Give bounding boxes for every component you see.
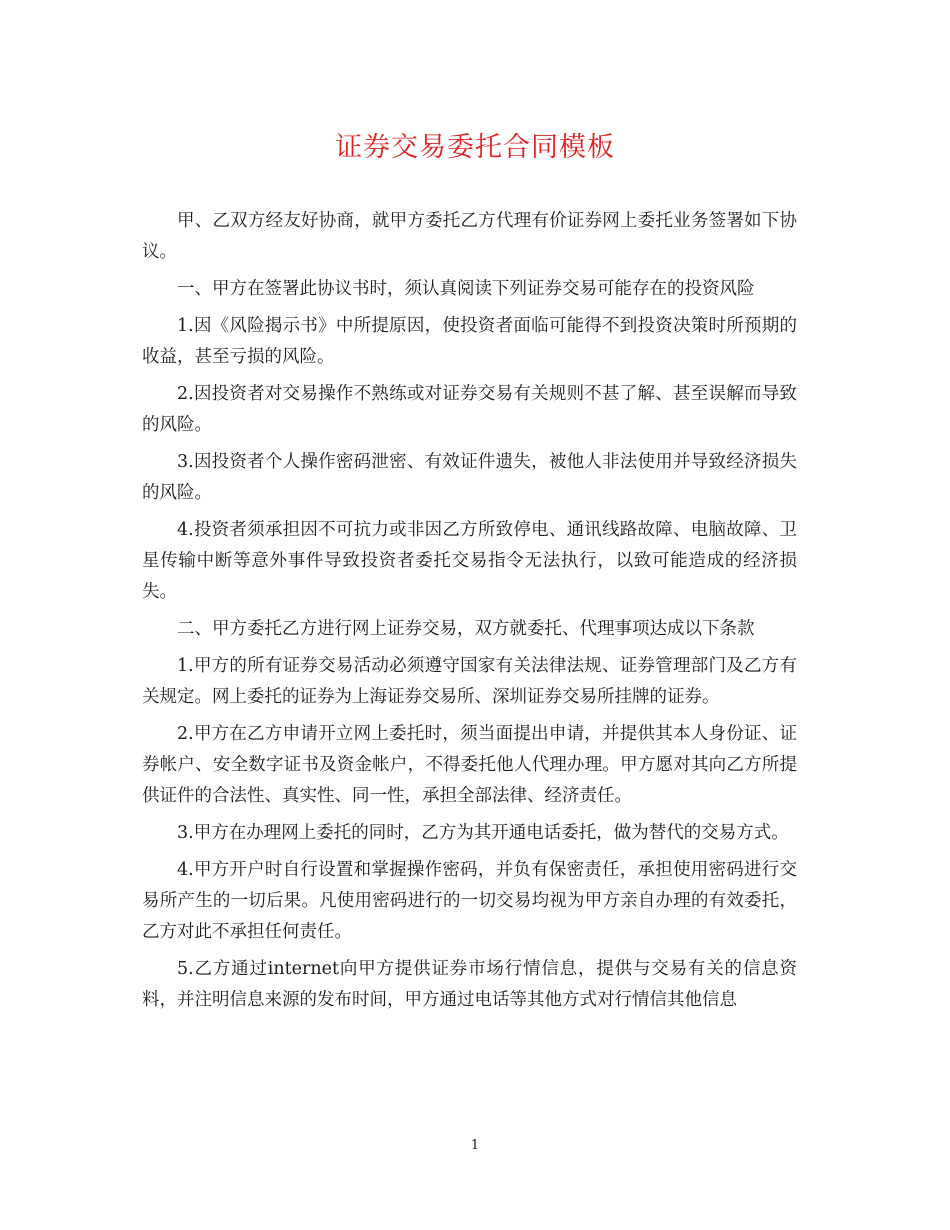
document-body — [142, 206, 797, 1022]
paragraph-term-2: 2.甲方在乙方申请开立网上委托时，须当面提出申请，并提供其本人身份证、证券帐户、安全数字证书及资金帐户，不得委托他人代理办理。甲方愿对其向乙方所提供证件的合法性、真实性、同一性，承担全部法律、经济责任。 — [142, 724, 797, 806]
paragraph-risk-1: 1.因《风险揭示书》中所提原因，使投资者面临可能得不到投资决策时所预期的收益，甚至亏损的风险。 — [142, 316, 797, 367]
paragraph-section-1-heading: 一、甲方在签署此协议书时，须认真阅读下列证券交易可能存在的投资风险 — [177, 279, 755, 299]
document-title: 证券交易委托合同模板 — [335, 132, 615, 163]
paragraph-risk-4: 4.投资者须承担因不可抗力或非因乙方所致停电、通讯线路故障、电脑故障、卫星传输中断等意外事件导致投资者委托交易指令无法执行，以致可能造成的经济损失。 — [142, 520, 797, 602]
paragraph-section-2-heading: 二、甲方委托乙方进行网上证券交易，双方就委托、代理事项达成以下条款 — [177, 619, 755, 639]
page-number: 1 — [470, 1138, 480, 1153]
paragraph-risk-3: 3.因投资者个人操作密码泄密、有效证件遗失，被他人非法使用并导致经济损失的风险。 — [142, 452, 797, 503]
paragraph-term-5: 5.乙方通过internet向甲方提供证券市场行情信息，提供与交易有关的信息资料，并注明信息来源的发布时间，甲方通过电话等其他方式对行情信其他信息 — [142, 959, 797, 1010]
paragraph-intro: 甲、乙双方经友好协商，就甲方委托乙方代理有价证券网上委托业务签署如下协议。 — [142, 211, 797, 262]
paragraph-term-4: 4.甲方开户时自行设置和掌握操作密码，并负有保密责任，承担使用密码进行交易所产生的一切后果。凡使用密码进行的一切交易均视为甲方亲自办理的有效委托，乙方对此不承担任何责任。 — [142, 860, 797, 942]
paragraph-risk-2: 2.因投资者对交易操作不熟练或对证券交易有关规则不甚了解、甚至误解而导致的风险。 — [142, 384, 797, 435]
paragraph-term-1: 1.甲方的所有证券交易活动必须遵守国家有关法律法规、证券管理部门及乙方有关规定。网上委托的证券为上海证券交易所、深圳证券交易所挂牌的证券。 — [142, 656, 797, 707]
paragraph-term-3: 3.甲方在办理网上委托的同时，乙方为其开通电话委托，做为替代的交易方式。 — [177, 823, 789, 843]
